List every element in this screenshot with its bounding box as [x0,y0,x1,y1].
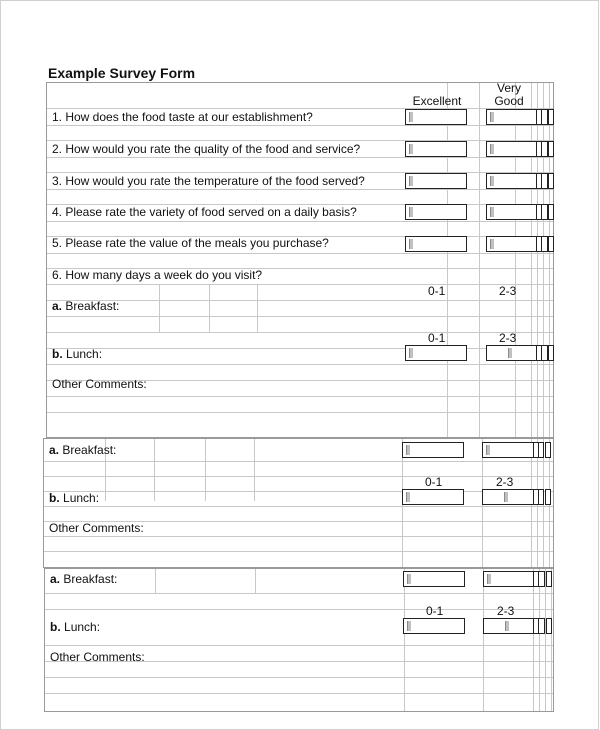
question-6: 6. How many days a week do you visit? [52,268,263,282]
lunch-label: b. Lunch: [50,620,101,634]
question-2: 2. How would you rate the quality of the food and service? [52,142,361,156]
visit-option-mid: 2-3 [496,475,514,489]
lunch-extra-input[interactable] [546,618,552,634]
lunch-extra-input[interactable] [533,618,539,634]
lunch-low-input[interactable] [405,345,467,361]
lunch-extra-input[interactable] [533,489,539,505]
q5-extra-input[interactable] [536,236,542,252]
q1-extra-input[interactable] [536,109,542,125]
visit-option-mid: 2-3 [499,331,517,345]
other-comments-label: Other Comments: [50,650,145,664]
breakfast-low-input[interactable] [402,442,464,458]
other-comments-label: Other Comments: [52,377,147,391]
breakfast-extra-input[interactable] [545,442,551,458]
breakfast-label: a. Breakfast: [49,443,117,457]
q3-extra-input[interactable] [548,173,554,189]
lunch-low-input[interactable] [402,489,464,505]
q5-extra-input[interactable] [548,236,554,252]
lunch-extra-input[interactable] [548,345,554,361]
q2-extra-input[interactable] [536,141,542,157]
q2-extra-input[interactable] [548,141,554,157]
rating-header-very-good: Very Good [494,81,524,108]
other-comments-label: Other Comments: [49,521,144,535]
meal-grid [44,568,554,712]
question-5: 5. Please rate the value of the meals you purchase? [52,236,329,250]
question-1: 1. How does the food taste at our establishment? [52,110,313,124]
q5-excellent-input[interactable] [405,236,467,252]
lunch-low-input[interactable] [403,618,465,634]
visit-option-mid: 2-3 [499,284,517,298]
lunch-extra-input[interactable] [545,489,551,505]
breakfast-extra-input[interactable] [533,442,539,458]
q1-excellent-input[interactable] [405,109,467,125]
breakfast-extra-input[interactable] [533,571,539,587]
visit-option-low: 0-1 [425,475,443,489]
question-4: 4. Please rate the variety of food served on a daily basis? [52,205,357,219]
q3-extra-input[interactable] [536,173,542,189]
q4-excellent-input[interactable] [405,204,467,220]
breakfast-label: a. Breakfast: [50,572,118,586]
form-title: Example Survey Form [48,65,196,81]
question-3: 3. How would you rate the temperature of the food served? [52,174,365,188]
visit-option-mid: 2-3 [497,604,515,618]
breakfast-label: a. Breakfast: [52,299,120,313]
lunch-label: b. Lunch: [49,491,100,505]
breakfast-extra-input[interactable] [546,571,552,587]
q4-extra-input[interactable] [536,204,542,220]
lunch-label: b. Lunch: [52,347,103,361]
visit-option-low: 0-1 [428,331,446,345]
q1-extra-input[interactable] [548,109,554,125]
visit-option-low: 0-1 [426,604,444,618]
lunch-extra-input[interactable] [536,345,542,361]
q4-extra-input[interactable] [548,204,554,220]
meal-grid [43,438,554,568]
visit-option-low: 0-1 [428,284,446,298]
rating-header-excellent: Excellent [412,94,462,108]
breakfast-low-input[interactable] [403,571,465,587]
q3-excellent-input[interactable] [405,173,467,189]
q2-excellent-input[interactable] [405,141,467,157]
